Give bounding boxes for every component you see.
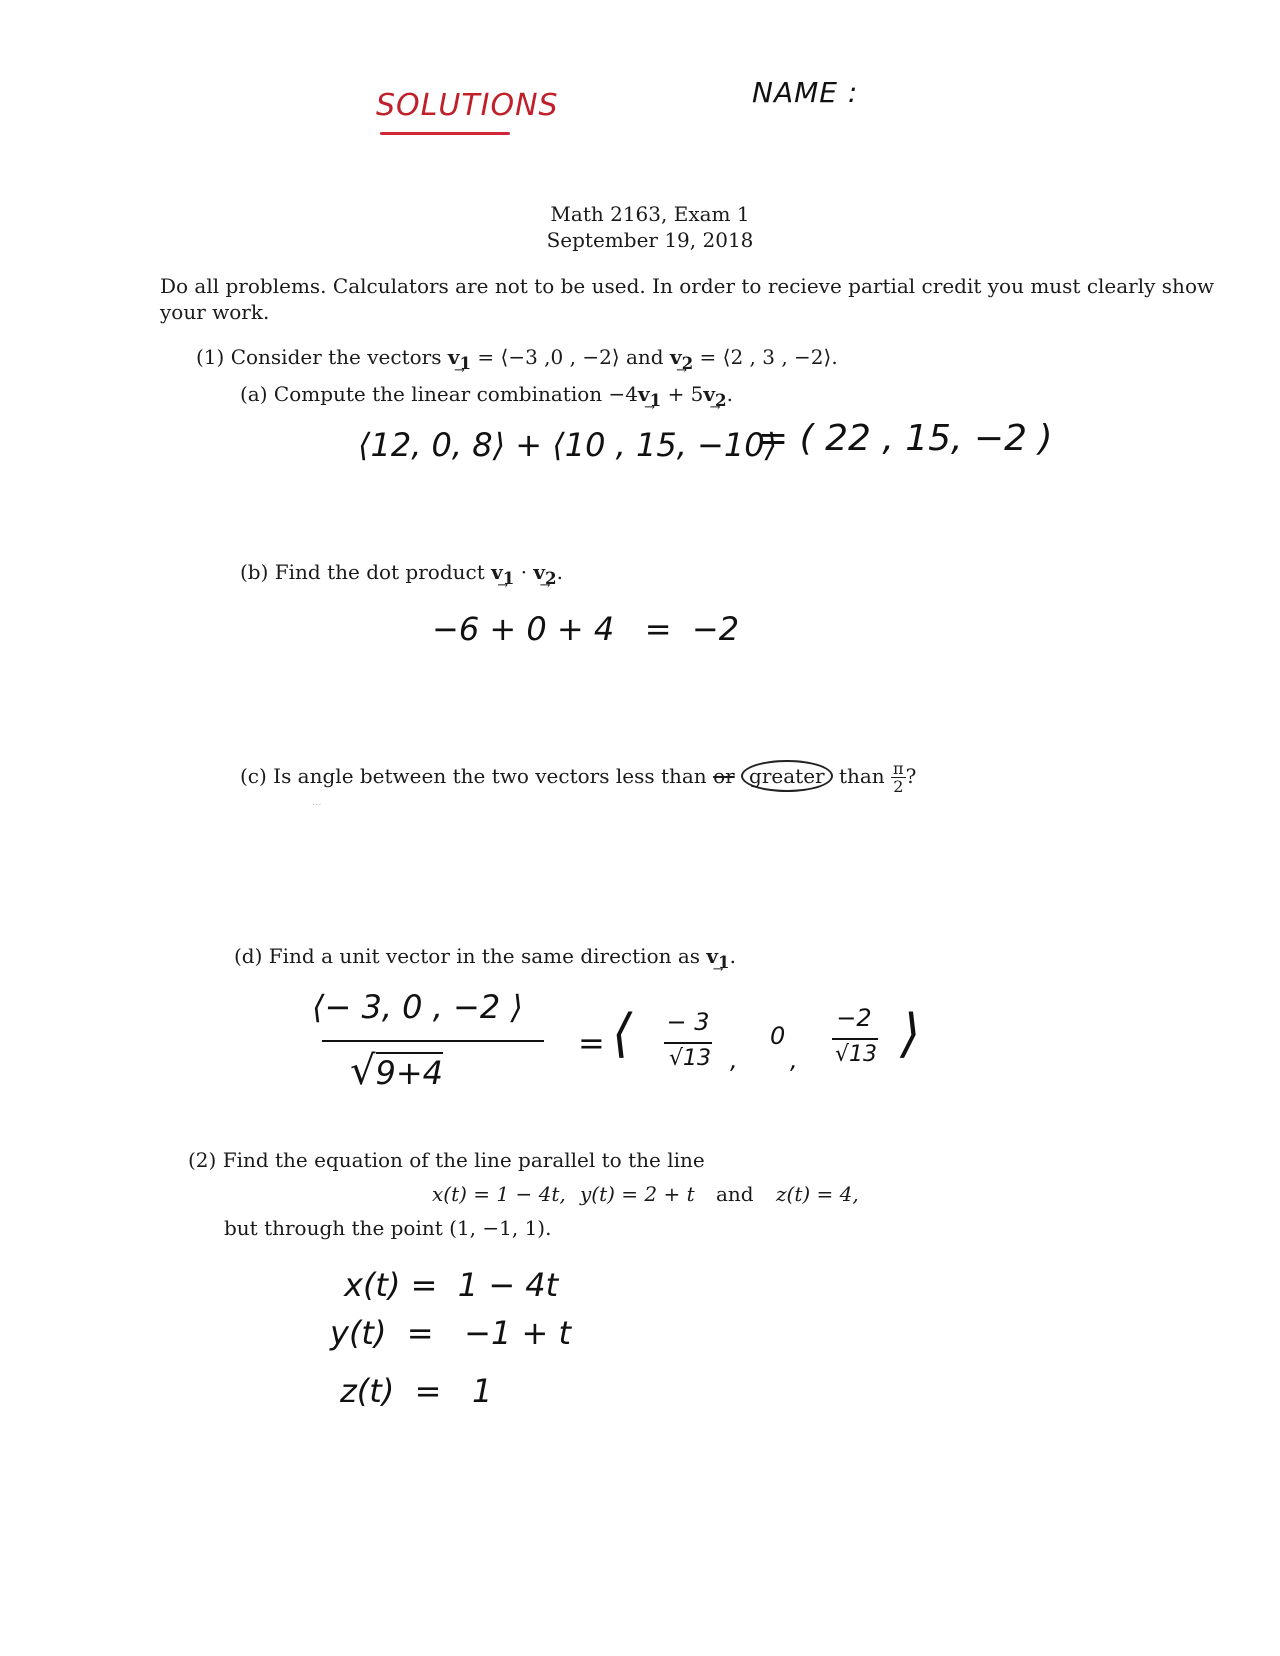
instructions-line-1: Do all problems. Calculators are not to be used. In order to recieve partial credit you must clearly show — [160, 274, 1215, 298]
part-c-than: than — [838, 764, 885, 788]
part-d-period: . — [729, 944, 736, 968]
solutions-heading: SOLUTIONS — [376, 88, 559, 123]
given-line-y: y(t) = 2 + t — [580, 1182, 695, 1206]
sqrt-sign: √ — [350, 1048, 376, 1094]
circled-answer-greater: greater — [741, 760, 833, 792]
part-a-question — [240, 382, 733, 410]
name-label: NAME : — [752, 76, 859, 109]
part-c-question — [240, 760, 916, 795]
problem-2-through-point: but through the point (1, −1, 1). — [224, 1216, 552, 1240]
answer-y-equation: y(t) = −1 + t — [330, 1314, 571, 1352]
vector-v1: $v_1$ → — [448, 345, 471, 373]
part-d-frac3-bar — [832, 1038, 878, 1040]
vector-v2: $v_2$ → — [703, 382, 726, 410]
part-d-equals: = — [578, 1024, 605, 1062]
part-c-or: or — [713, 764, 735, 788]
part-c-question-mark: ? — [905, 764, 917, 788]
part-d-comma-1: , — [730, 1046, 738, 1074]
pi-over-two: $\frac{\pi}{2}$ — [893, 759, 904, 796]
part-d-radicand: 9+4 — [375, 1054, 444, 1092]
part-d-numerator: ⟨− 3, 0 , −2 ⟩ — [312, 988, 523, 1026]
part-b-period: . — [556, 560, 563, 584]
part-b-text: (b) Find the dot product — [240, 560, 485, 584]
vector-v1-value: = ⟨−3 ,0 , −2⟩ and — [477, 345, 664, 369]
part-d-open-bracket: ⟨ — [612, 1004, 633, 1064]
part-a-answer-rhs: = ( 22 , 15, −2 ) — [758, 418, 1053, 459]
part-d-question — [234, 944, 736, 972]
part-d-zero: 0 — [770, 1022, 786, 1050]
given-line-x: x(t) = 1 − 4t, — [432, 1182, 566, 1206]
part-d-frac1-denominator: √13 — [668, 1046, 711, 1071]
exam-title: Math 2163, Exam 1 — [550, 202, 750, 226]
exam-date: September 19, 2018 — [546, 228, 754, 252]
part-d-comma-2: , — [790, 1046, 798, 1074]
problem-2-intro: (2) Find the equation of the line parallel to the line — [188, 1148, 705, 1172]
vector-v2: $v_2$ → — [533, 560, 556, 588]
part-d-frac1-bar — [664, 1042, 712, 1044]
given-line-z: z(t) = 4, — [776, 1182, 859, 1206]
part-a-text: (a) Compute the linear combination −4 — [240, 382, 638, 406]
part-a-period: . — [726, 382, 733, 406]
part-a-answer-lhs: ⟨12, 0, 8⟩ + ⟨10 , 15, −10⟩ — [358, 426, 778, 464]
part-d-frac3-numerator: −2 — [836, 1004, 872, 1032]
vector-v2: $v_2$ → — [670, 345, 693, 373]
vector-v1: $v_1$ → — [491, 560, 514, 588]
part-a-plus: + 5 — [667, 382, 704, 406]
scan-speck: ··· — [312, 800, 322, 811]
part-b-question — [240, 560, 563, 588]
instructions-line-2: your work. — [160, 300, 270, 324]
vector-v1: $v_1$ → — [638, 382, 661, 410]
vector-v1: $v_1$ → — [706, 944, 729, 972]
part-d-denominator — [350, 1048, 443, 1094]
answer-z-equation: z(t) = 1 — [340, 1372, 493, 1410]
part-c-text: (c) Is angle between the two vectors less than — [240, 764, 707, 788]
given-line-and: and — [716, 1182, 754, 1206]
vector-v2-value: = ⟨2 , 3 , −2⟩. — [699, 345, 838, 369]
part-d-text: (d) Find a unit vector in the same direction as — [234, 944, 701, 968]
answer-x-equation: x(t) = 1 − 4t — [344, 1266, 559, 1304]
dot-operator: · — [514, 560, 534, 584]
part-d-frac1-numerator: − 3 — [666, 1008, 710, 1036]
part-d-close-bracket: ⟩ — [900, 1004, 921, 1064]
problem-1-intro-text: (1) Consider the vectors — [196, 345, 442, 369]
fraction-bar — [322, 1040, 544, 1042]
part-b-answer: −6 + 0 + 4 = −2 — [432, 610, 740, 648]
part-d-frac3-denominator: √13 — [834, 1042, 877, 1067]
problem-1-intro — [196, 345, 838, 373]
solutions-underline — [380, 132, 510, 135]
